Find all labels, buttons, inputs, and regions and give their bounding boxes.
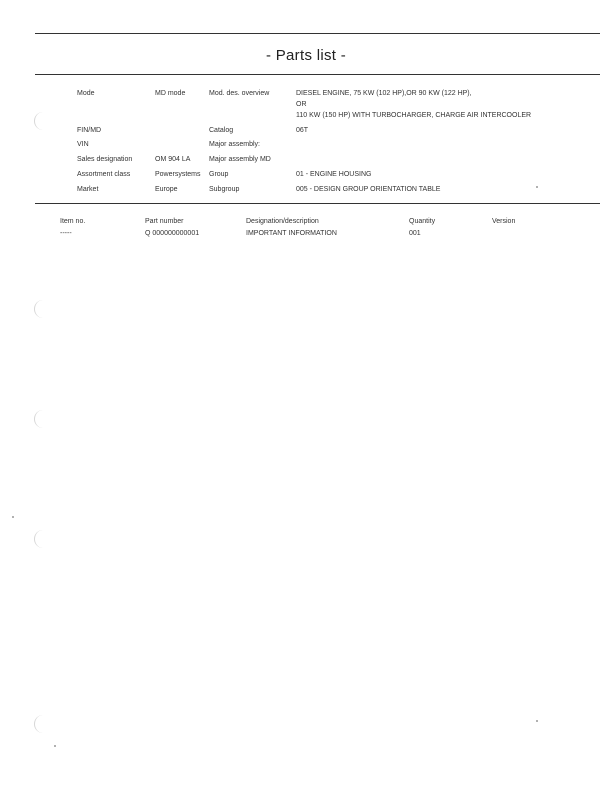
cell-quantity: 001 [409,230,421,237]
overview-line-2: OR [296,101,307,108]
title-rule [35,74,600,75]
market-label: Market [77,186,99,193]
overview-line-1: DIESEL ENGINE, 75 KW (102 HP),OR 90 KW (122 HP), [296,90,472,97]
mode-value: MD mode [155,90,186,97]
scan-speck [536,720,538,722]
subgroup-label: Subgroup [209,186,240,193]
catalog-label: Catalog [209,127,234,134]
mod-des-overview-label: Mod. des. overview [209,90,270,97]
catalog-value: 06T [296,127,309,134]
group-label: Group [209,171,229,178]
top-rule [35,33,600,34]
page-title: - Parts list - [265,47,347,64]
header-rule [35,203,600,204]
sales-designation-value: OM 904 LA [155,156,191,163]
scan-speck [54,745,56,747]
scan-speck [12,516,14,518]
cell-item-no: ----- [60,230,72,237]
major-assembly-md-label: Major assembly MD [209,156,271,163]
binder-hole-mark [34,410,45,428]
col-header-version: Version [492,218,516,225]
market-value: Europe [155,186,178,193]
binder-hole-mark [34,715,45,733]
col-header-part-number: Part number [145,218,184,225]
fin-md-label: FIN/MD [77,127,102,134]
overview-line-3: 110 KW (150 HP) WITH TURBOCHARGER, CHARGE AIR INTERCOOLER [296,112,532,119]
col-header-quantity: Quantity [409,218,436,225]
assortment-class-value: Powersystems [155,171,201,178]
scan-speck [536,186,538,188]
vin-label: VIN [77,141,89,148]
major-assembly-label: Major assembly: [209,141,260,148]
col-header-item-no: Item no. [60,218,86,225]
binder-hole-mark [34,112,45,130]
col-header-designation: Designation/description [246,218,319,225]
subgroup-value: 005 - DESIGN GROUP ORIENTATION TABLE [296,186,441,193]
cell-designation: IMPORTANT INFORMATION [246,230,337,237]
group-value: 01 - ENGINE HOUSING [296,171,372,178]
cell-part-number: Q 000000000001 [145,230,200,237]
assortment-class-label: Assortment class [77,171,131,178]
sales-designation-label: Sales designation [77,156,133,163]
binder-hole-mark [34,530,45,548]
binder-hole-mark [34,300,45,318]
mode-label: Mode [77,90,95,97]
